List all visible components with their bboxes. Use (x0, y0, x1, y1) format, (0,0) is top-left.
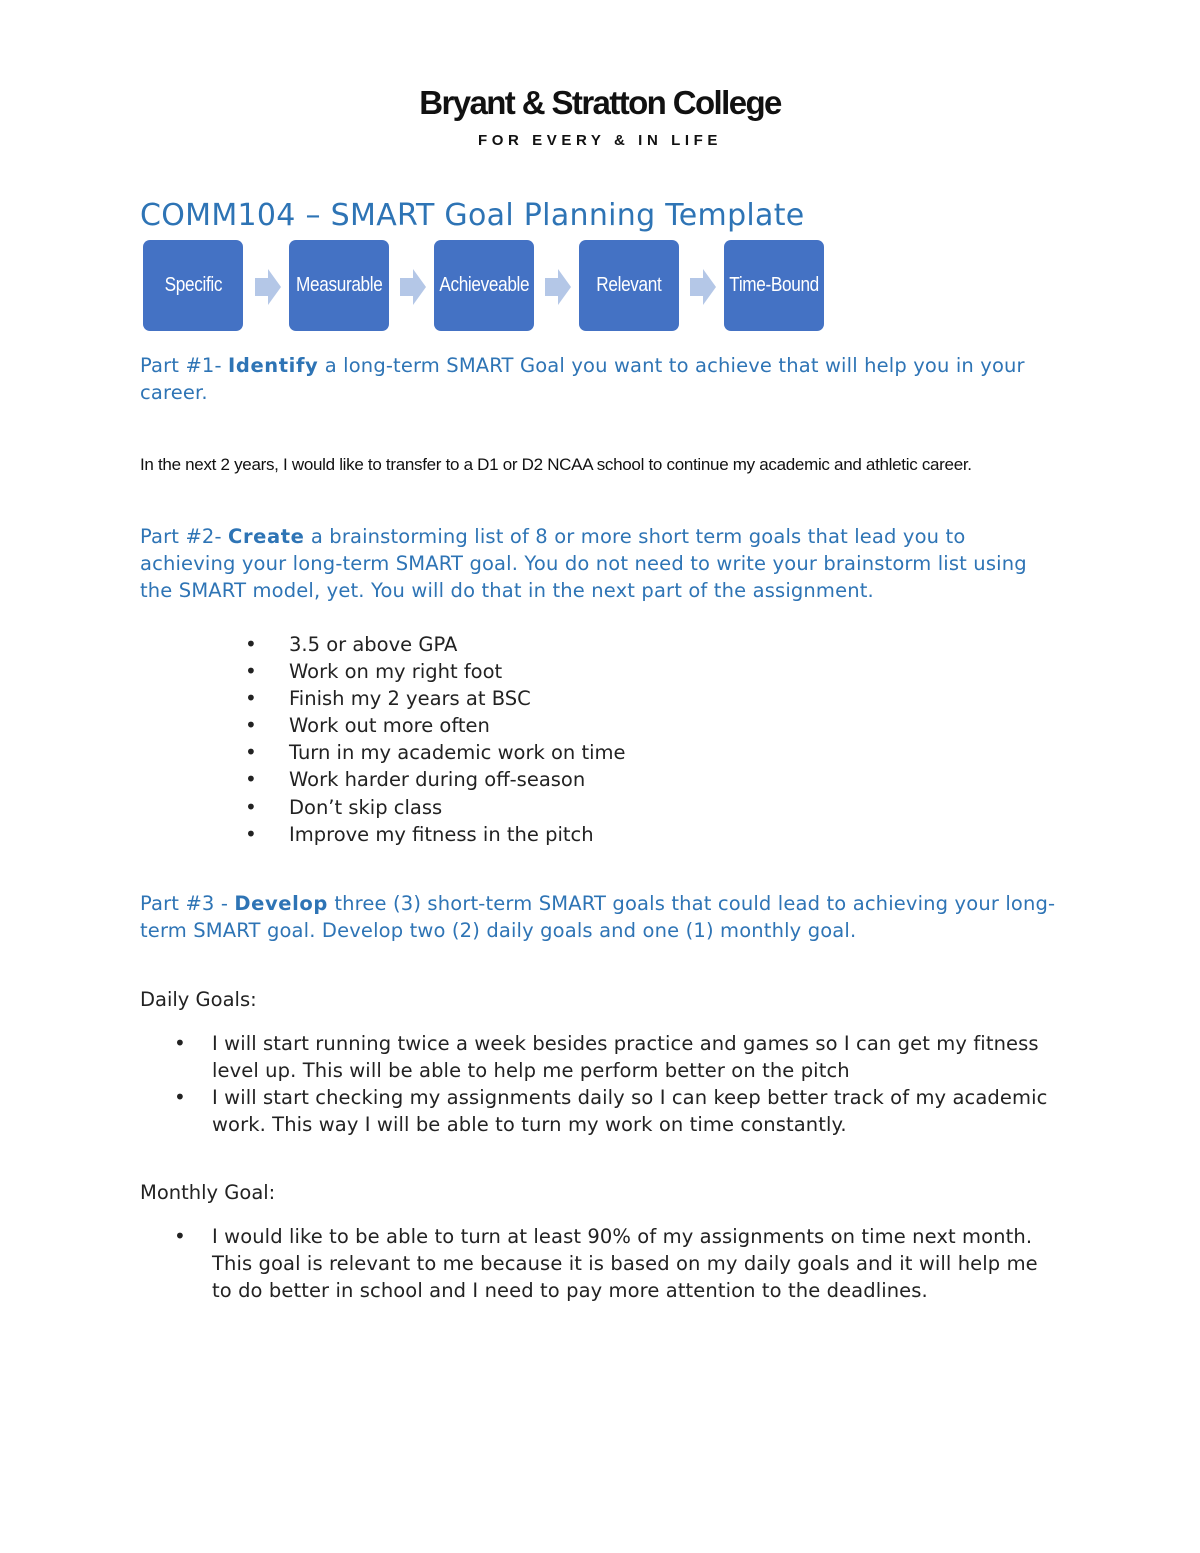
college-logo-tagline: FOR EVERY & IN LIFE (477, 132, 723, 149)
monthly-goals-list (170, 1223, 1050, 1304)
part3-text: three (3) short-term SMART goals that could lead to achieving your long-term SMART goal. Develop two (2) daily goals and one (1) monthly goal. (140, 892, 1056, 942)
list-item: • Turn in my academic work on time (243, 739, 626, 766)
part3-instructions (140, 890, 1060, 944)
part3-verb: Develop (234, 892, 328, 915)
smart-step-label: Achieveable (439, 274, 529, 296)
monthly-goal-label: Monthly Goal: (140, 1181, 276, 1204)
part2-text: a brainstorming list of 8 or more short term goals that lead you to achieving your long-term SMART goal. You do not need to write your brainstorm list using the SMART model, yet. You will do that in the next part of the assignment. (140, 525, 1027, 602)
smart-step-measurable (289, 240, 389, 331)
college-logo-name: Bryant & Stratton College (419, 84, 781, 121)
smart-process-diagram (143, 240, 833, 332)
daily-goals-list (170, 1030, 1050, 1138)
chevron-right-icon (255, 269, 281, 305)
part1-instructions (140, 352, 1060, 406)
part1-verb: Identify (228, 354, 319, 377)
smart-step-label: Specific (164, 274, 222, 296)
daily-goals-label: Daily Goals: (140, 988, 257, 1011)
list-item: • Work out more often (243, 712, 626, 739)
smart-step-label: Time-Bound (729, 274, 819, 296)
list-item: • Finish my 2 years at BSC (243, 685, 626, 712)
part1-prefix: Part #1- (140, 354, 229, 377)
chevron-right-icon (690, 269, 716, 305)
smart-step-label: Relevant (596, 274, 662, 296)
list-item: • Improve my fitness in the pitch (243, 821, 626, 848)
document-title: COMM104 – SMART Goal Planning Template (140, 198, 805, 233)
part1-text: a long-term SMART Goal you want to achieve that will help you in your career. (140, 354, 1025, 404)
smart-step-achieveable (434, 240, 534, 331)
part2-instructions (140, 523, 1060, 604)
part1-answer: In the next 2 years, I would like to transfer to a D1 or D2 NCAA school to continue my academic and athletic career. (140, 455, 972, 474)
smart-step-time-bound (724, 240, 824, 331)
part2-prefix: Part #2- (140, 525, 229, 548)
list-item: • Work harder during off-season (243, 766, 626, 793)
smart-step-specific (143, 240, 243, 331)
list-item: • I will start checking my assignments daily so I can keep better track of my academic work. This way I will be able to turn my work on time constantly. (170, 1084, 1050, 1138)
smart-step-label: Measurable (295, 274, 383, 296)
smart-step-relevant (579, 240, 679, 331)
chevron-right-icon (545, 269, 571, 305)
list-item: • 3.5 or above GPA (243, 631, 626, 658)
list-item: • Don’t skip class (243, 794, 626, 821)
list-item: • I would like to be able to turn at least 90% of my assignments on time next month. This goal is relevant to me because it is based on my daily goals and it will help me to do better in school and I need to pay more attention to the deadlines. (170, 1223, 1050, 1304)
part2-verb: Create (228, 525, 305, 548)
part3-prefix: Part #3 - (140, 892, 235, 915)
list-item: • Work on my right foot (243, 658, 626, 685)
brainstorm-list (243, 631, 626, 848)
chevron-right-icon (400, 269, 426, 305)
list-item: • I will start running twice a week besides practice and games so I can get my fitness level up. This will be able to help me perform better on the pitch (170, 1030, 1050, 1084)
